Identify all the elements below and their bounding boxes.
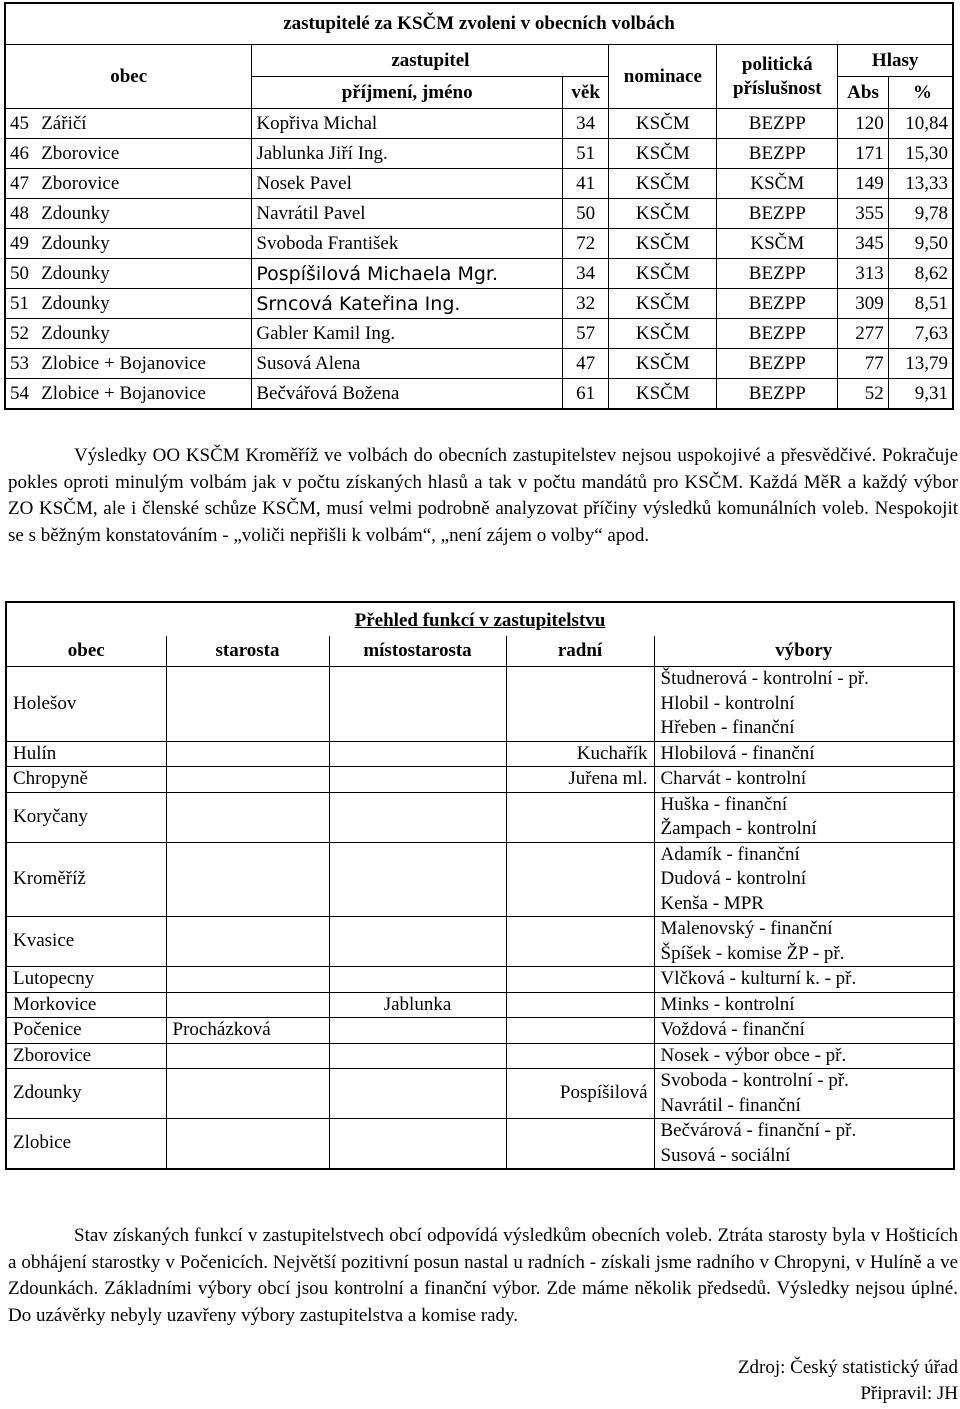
row-obec: Zdounky <box>37 319 252 349</box>
list-item <box>6 792 954 842</box>
row-radni: Pospíšilová <box>506 1069 654 1119</box>
row-obec: Zborovice <box>6 1043 166 1069</box>
row-starosta <box>166 967 329 993</box>
row-prislusnost: BEZPP <box>717 109 838 139</box>
source-note <box>738 1355 958 1407</box>
committee-entry: Adamík - finanční <box>660 843 800 865</box>
row-pct: 10,84 <box>888 109 953 139</box>
row-starosta <box>166 992 329 1018</box>
header-politicka-line1: politická <box>741 53 813 75</box>
row-number: 49 <box>5 229 37 259</box>
row-pct: 8,62 <box>888 259 953 289</box>
row-abs: 171 <box>838 139 888 169</box>
table1-caption: zastupitelé za KSČM zvoleni v obecních volbách <box>5 3 953 45</box>
row-vek: 34 <box>562 259 608 289</box>
row-mistostarosta <box>329 667 506 742</box>
row-starosta <box>166 917 329 967</box>
row-mistostarosta <box>329 1119 506 1170</box>
row-prislusnost: BEZPP <box>717 349 838 379</box>
row-vek: 61 <box>562 379 608 410</box>
committee-entry: Vlčková - kulturní k. - př. <box>660 968 857 989</box>
row-radni <box>506 792 654 842</box>
row-nominace: KSČM <box>609 199 717 229</box>
row-prislusnost: BEZPP <box>717 199 838 229</box>
row-number: 51 <box>5 289 37 319</box>
row-abs: 77 <box>838 349 888 379</box>
row-vybory <box>654 767 954 793</box>
row-vybory <box>654 1018 954 1044</box>
header-nominace: nominace <box>609 45 717 109</box>
table-row <box>5 109 953 139</box>
row-prislusnost: BEZPP <box>717 319 838 349</box>
row-obec: Holešov <box>6 667 166 742</box>
header-prijmeni: příjmení, jméno <box>252 77 563 109</box>
list-item <box>6 741 954 767</box>
row-obec: Počenice <box>6 1018 166 1044</box>
row-nominace: KSČM <box>609 379 717 410</box>
row-nominace: KSČM <box>609 169 717 199</box>
row-mistostarosta <box>329 1043 506 1069</box>
row-starosta <box>166 1043 329 1069</box>
committee-entry: Nosek - výbor obce - př. <box>660 1044 847 1066</box>
committee-entry: Žampach - kontrolní <box>660 818 817 839</box>
row-pct: 15,30 <box>888 139 953 169</box>
committee-entry: Kenša - MPR <box>660 892 764 914</box>
row-obec: Zlobice + Bojanovice <box>37 379 252 410</box>
row-radni <box>506 992 654 1018</box>
row-radni: Kuchařík <box>506 741 654 767</box>
table-row <box>5 319 953 349</box>
row-abs: 277 <box>838 319 888 349</box>
row-jmeno: Gabler Kamil Ing. <box>252 319 563 349</box>
row-pct: 9,50 <box>888 229 953 259</box>
col-obec: obec <box>6 636 166 667</box>
col-radni: radní <box>506 636 654 667</box>
row-obec: Hulín <box>6 741 166 767</box>
committee-entry: Hlobilová - finanční <box>660 742 815 764</box>
row-obec: Kroměříž <box>6 842 166 917</box>
list-item <box>6 667 954 742</box>
row-vek: 72 <box>562 229 608 259</box>
row-pct: 7,63 <box>888 319 953 349</box>
row-radni <box>506 917 654 967</box>
row-prislusnost: KSČM <box>717 229 838 259</box>
functions-table-title <box>6 602 954 636</box>
row-obec: Lutopecny <box>6 967 166 993</box>
row-jmeno: Srncová Kateřina Ing. <box>252 289 563 319</box>
list-item <box>6 917 954 967</box>
list-item <box>6 767 954 793</box>
committee-entry: Hřeben - finanční <box>660 717 795 738</box>
row-radni <box>506 667 654 742</box>
row-number: 50 <box>5 259 37 289</box>
committee-entry: Špíšek - komise ŽP - př. <box>660 942 845 964</box>
row-vybory <box>654 1069 954 1119</box>
row-nominace: KSČM <box>609 109 717 139</box>
row-radni <box>506 1043 654 1069</box>
row-abs: 309 <box>838 289 888 319</box>
row-number: 47 <box>5 169 37 199</box>
list-item <box>6 967 954 993</box>
row-mistostarosta <box>329 741 506 767</box>
table-row <box>5 289 953 319</box>
elected-representatives-table <box>4 2 954 410</box>
row-abs: 120 <box>838 109 888 139</box>
row-obec: Kvasice <box>6 917 166 967</box>
col-vybory: výbory <box>654 636 954 667</box>
row-vybory <box>654 1119 954 1170</box>
row-vek: 32 <box>562 289 608 319</box>
row-prislusnost: BEZPP <box>717 259 838 289</box>
list-item <box>6 1043 954 1069</box>
committee-entry: Voždová - finanční <box>660 1019 805 1040</box>
row-obec: Zdounky <box>37 199 252 229</box>
source-text: Zdroj: Český statistický úřad <box>737 1357 958 1378</box>
row-vek: 51 <box>562 139 608 169</box>
row-number: 45 <box>5 109 37 139</box>
table-row <box>5 259 953 289</box>
row-obec: Chropyně <box>6 767 166 793</box>
row-abs: 52 <box>838 379 888 410</box>
row-starosta <box>166 1119 329 1170</box>
row-vybory <box>654 842 954 917</box>
row-starosta: Procházková <box>166 1018 329 1044</box>
row-jmeno: Svoboda František <box>252 229 563 259</box>
list-item <box>6 1119 954 1170</box>
row-mistostarosta <box>329 792 506 842</box>
prepared-by: Připravil: JH <box>860 1383 958 1404</box>
row-starosta <box>166 1069 329 1119</box>
row-obec: Zlobice + Bojanovice <box>37 349 252 379</box>
list-item <box>6 1018 954 1044</box>
functions-paragraph: Stav získaných funkcí v zastupitelstvech obcí odpovídá výsledkům obecních voleb. Ztráta starosty byla v Hošticích a obhájení starostky v Počenicích. Největší pozitivní posun nastal u radních - získali jsme radního v Chropyni, v Hulíně a ve Zdounkách. Základními výbory obcí jsou kontrolní a finanční výbor. Zde máme několik předsedů. Výsledky nejsou úplné. Do uzávěrky nebyly uzavřeny výbory zastupitelstva a komise rady. <box>8 1225 958 1326</box>
row-pct: 8,51 <box>888 289 953 319</box>
committee-entry: Študnerová - kontrolní - př. <box>660 668 869 689</box>
row-obec: Zdounky <box>37 259 252 289</box>
row-obec: Zářičí <box>37 109 252 139</box>
row-radni: Juřena ml. <box>506 767 654 793</box>
row-nominace: KSČM <box>609 289 717 319</box>
row-starosta <box>166 792 329 842</box>
row-prislusnost: BEZPP <box>717 139 838 169</box>
row-prislusnost: KSČM <box>717 169 838 199</box>
row-starosta <box>166 667 329 742</box>
row-vek: 47 <box>562 349 608 379</box>
row-vek: 57 <box>562 319 608 349</box>
row-starosta <box>166 767 329 793</box>
row-abs: 149 <box>838 169 888 199</box>
row-mistostarosta: Jablunka <box>329 992 506 1018</box>
row-radni <box>506 1119 654 1170</box>
row-vybory <box>654 1043 954 1069</box>
header-politicka <box>717 45 838 109</box>
row-obec: Zborovice <box>37 139 252 169</box>
table-row <box>5 139 953 169</box>
row-jmeno: Nosek Pavel <box>252 169 563 199</box>
row-radni <box>506 967 654 993</box>
header-zastupitel: zastupitel <box>252 45 609 77</box>
header-obec: obec <box>5 45 252 109</box>
header-prislusnost: příslušnost <box>732 77 822 99</box>
row-nominace: KSČM <box>609 229 717 259</box>
list-item <box>6 992 954 1018</box>
row-vybory <box>654 792 954 842</box>
committee-entry: Minks - kontrolní <box>660 993 795 1015</box>
row-vek: 41 <box>562 169 608 199</box>
row-starosta <box>166 842 329 917</box>
row-radni <box>506 1018 654 1044</box>
row-mistostarosta <box>329 917 506 967</box>
row-obec: Zborovice <box>37 169 252 199</box>
row-mistostarosta <box>329 1069 506 1119</box>
row-abs: 313 <box>838 259 888 289</box>
row-number: 46 <box>5 139 37 169</box>
row-radni <box>506 842 654 917</box>
row-prislusnost: BEZPP <box>717 379 838 410</box>
committee-entry: Navrátil - finanční <box>660 1094 801 1116</box>
committee-entry: Hlobil - kontrolní <box>660 692 795 714</box>
row-pct: 13,33 <box>888 169 953 199</box>
list-item <box>6 1069 954 1119</box>
row-number: 53 <box>5 349 37 379</box>
row-jmeno: Pospíšilová Michaela Mgr. <box>252 259 563 289</box>
col-starosta: starosta <box>166 636 329 667</box>
row-nominace: KSČM <box>609 139 717 169</box>
header-vek: věk <box>562 77 608 109</box>
row-nominace: KSČM <box>609 319 717 349</box>
row-nominace: KSČM <box>609 259 717 289</box>
row-pct: 9,31 <box>888 379 953 410</box>
committee-entry: Bečvárová - finanční - př. <box>660 1120 857 1141</box>
committee-entry: Huška - finanční <box>660 793 788 815</box>
table-row <box>5 169 953 199</box>
row-vybory <box>654 917 954 967</box>
row-obec: Zdounky <box>37 289 252 319</box>
header-pct: % <box>888 77 953 109</box>
row-prislusnost: BEZPP <box>717 289 838 319</box>
row-starosta <box>166 741 329 767</box>
row-obec: Zdounky <box>6 1069 166 1119</box>
row-vybory <box>654 741 954 767</box>
row-number: 52 <box>5 319 37 349</box>
header-abs: Abs <box>838 77 888 109</box>
committee-entry: Svoboda - kontrolní - př. <box>660 1070 849 1091</box>
committee-entry: Malenovský - finanční <box>660 918 833 939</box>
row-obec: Zdounky <box>37 229 252 259</box>
list-item <box>6 842 954 917</box>
row-vek: 34 <box>562 109 608 139</box>
row-abs: 355 <box>838 199 888 229</box>
row-jmeno: Kopřiva Michal <box>252 109 563 139</box>
functions-title-text: Přehled funkcí v zastupitelstvu <box>354 609 606 631</box>
table-row <box>5 349 953 379</box>
committee-entry: Charvát - kontrolní <box>660 768 807 789</box>
row-mistostarosta <box>329 842 506 917</box>
row-obec: Morkovice <box>6 992 166 1018</box>
header-hlasy: Hlasy <box>838 45 953 77</box>
row-pct: 13,79 <box>888 349 953 379</box>
committee-entry: Susová - sociální <box>660 1144 791 1166</box>
row-abs: 345 <box>838 229 888 259</box>
row-pct: 9,78 <box>888 199 953 229</box>
row-obec: Koryčany <box>6 792 166 842</box>
row-vybory <box>654 967 954 993</box>
functions-table <box>5 601 955 1170</box>
row-vybory <box>654 992 954 1018</box>
row-mistostarosta <box>329 967 506 993</box>
row-vybory <box>654 667 954 742</box>
row-jmeno: Bečvářová Božena <box>252 379 563 410</box>
row-jmeno: Susová Alena <box>252 349 563 379</box>
row-number: 54 <box>5 379 37 410</box>
committee-entry: Dudová - kontrolní <box>660 868 807 889</box>
row-mistostarosta <box>329 1018 506 1044</box>
results-paragraph: Výsledky OO KSČM Kroměříž ve volbách do obecních zastupitelstev nejsou uspokojivé a přesvědčivé. Pokračuje pokles oproti minulým volbám jak v počtu získaných hlasů a tak v počtu mandátů pro KSČM. Každá MěR a každý výbor ZO KSČM, ale i členské schůze KSČM, musí velmi podrobně analyzovat příčiny výsledků komunálních voleb. Nespokojit se s běžným konstatováním - „voliči nepřišli k volbám“, „není zájem o volby“ apod. <box>8 445 958 546</box>
row-number: 48 <box>5 199 37 229</box>
row-jmeno: Navrátil Pavel <box>252 199 563 229</box>
row-obec: Zlobice <box>6 1119 166 1170</box>
row-nominace: KSČM <box>609 349 717 379</box>
row-vek: 50 <box>562 199 608 229</box>
row-jmeno: Jablunka Jiří Ing. <box>252 139 563 169</box>
col-mistostarosta: místostarosta <box>329 636 506 667</box>
row-mistostarosta <box>329 767 506 793</box>
table-row <box>5 199 953 229</box>
table-row <box>5 229 953 259</box>
table-row <box>5 379 953 410</box>
